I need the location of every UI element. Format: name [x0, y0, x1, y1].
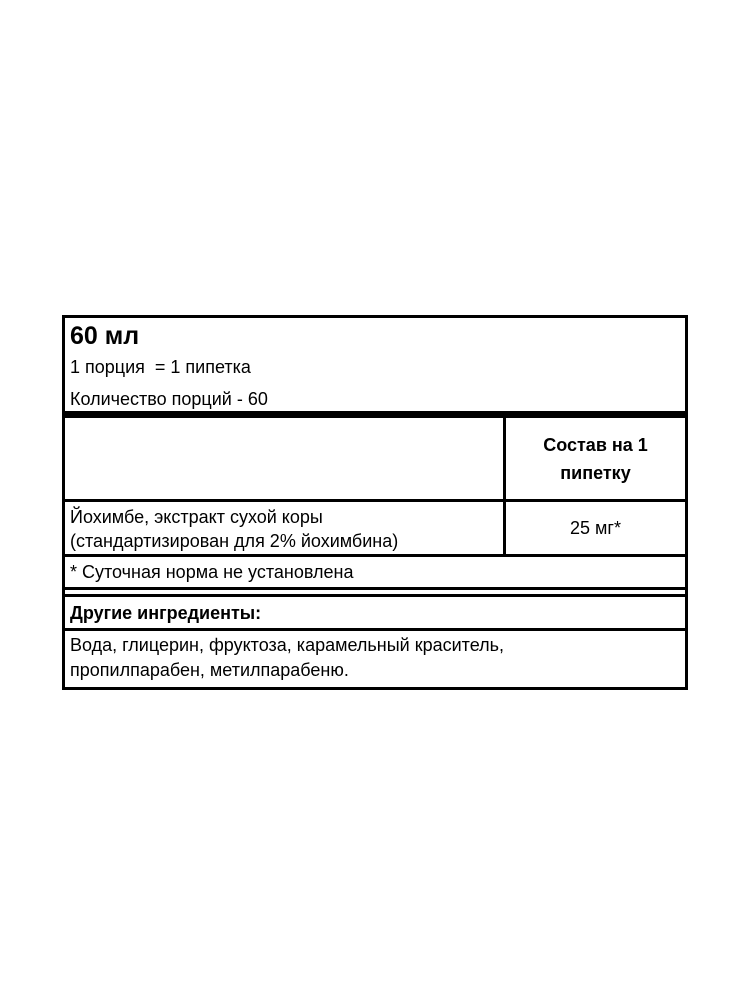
header-name-cell: [65, 418, 506, 499]
other-ingredients-list: [65, 631, 685, 687]
ingredient-amount-cell: 25 мг*: [570, 518, 621, 538]
daily-value-footnote: * Суточная норма не установлена: [65, 557, 685, 590]
ingredient-name-cell: [65, 502, 506, 554]
composition-table: [65, 418, 685, 557]
table-row: [65, 502, 685, 554]
other-ingredients-line: пропилпарабен, метилпарабеню.: [70, 660, 349, 680]
section-divider: [65, 590, 685, 597]
serving-size: 1 порция = 1 пипетка: [70, 357, 251, 377]
header-amount-cell: Состав на 1 пипетку: [543, 434, 648, 483]
ingredient-standardization-line: (стандартизирован для 2% йохимбина): [70, 531, 399, 551]
other-ingredients-line: Вода, глицерин, фруктоза, карамельный краситель,: [70, 635, 504, 655]
ingredient-name-line: Йохимбе, экстракт сухой коры: [70, 507, 323, 527]
servings-count: Количество порций - 60: [70, 389, 268, 409]
serving-info-section: [65, 318, 685, 418]
other-ingredients-title: Другие ингредиенты:: [65, 597, 685, 631]
net-volume: 60 мл: [70, 322, 140, 350]
supplement-facts-label: [62, 315, 688, 690]
table-header-row: [65, 418, 685, 502]
